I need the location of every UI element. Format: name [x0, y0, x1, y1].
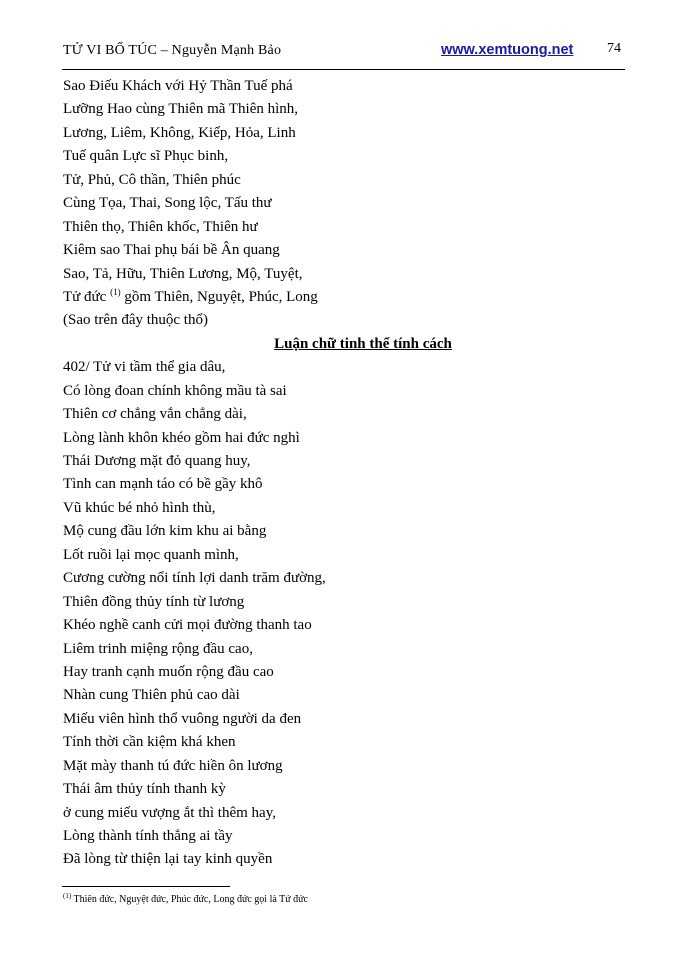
verse-line: Sao, Tả, Hữu, Thiên Lương, Mộ, Tuyệt, [63, 265, 303, 282]
verse-line: Lương, Liêm, Không, Kiếp, Hỏa, Linh [63, 124, 296, 141]
poem-line: Mặt mày thanh tú đức hiền ôn lương [63, 757, 283, 774]
poem-line: Cương cường nổi tính lợi danh trăm đường, [63, 570, 326, 587]
poem-line: Đã lòng từ thiện lại tay kinh quyền [63, 851, 273, 868]
section-heading: Luận chữ tinh thể tính cách [274, 335, 452, 352]
tu-duc-rest: gồm Thiên, Nguyệt, Phúc, Long [120, 288, 318, 305]
footnote-divider [62, 886, 230, 887]
poem-line: Thiên cơ chẳng vắn chẳng dài, [63, 406, 247, 423]
website-link[interactable]: www.xemtuong.net [441, 42, 574, 58]
footnote-text: Thiên đức, Nguyệt đức, Phúc đức, Long đức gọi là Tứ đức [71, 894, 308, 905]
note-line: (Sao trên đây thuộc thổ) [63, 312, 208, 329]
poem-line: Liêm trinh miệng rộng đầu cao, [63, 640, 253, 657]
poem-line: 402/ Tử vi tầm thể gia dâu, [63, 359, 226, 376]
verse-line: Lưỡng Hao cùng Thiên mã Thiên hình, [63, 101, 299, 118]
poem-line: Nhàn cung Thiên phủ cao dài [63, 687, 240, 704]
tu-duc-text: Tử đức [63, 288, 107, 305]
verse-line: Kiêm sao Thai phụ bái bề Ân quang [63, 242, 280, 259]
footnote-mark: (1) [63, 892, 72, 900]
poem-line: Thiên đồng thủy tính từ lương [63, 593, 245, 610]
page-number: 74 [607, 41, 621, 56]
poem-line: Có lòng đoan chính không mầu tà sai [63, 382, 287, 399]
poem-line: Lòng thành tính thẳng ai tầy [63, 828, 233, 844]
footnote-reference[interactable]: (1) [110, 286, 121, 297]
poem-line: Vũ khúc bé nhỏ hình thù, [63, 499, 216, 516]
running-header-title: TỬ VI BỔ TÚC – Nguyễn Mạnh Bảo [63, 43, 282, 58]
poem-line: Lòng lành khôn khéo gồm hai đức nghì [63, 429, 300, 446]
verse-line: Cùng Tọa, Thai, Song lộc, Tấu thư [63, 195, 272, 212]
poem-line: ở cung miếu vượng ắt thì thêm hay, [63, 804, 276, 821]
body-text [63, 75, 623, 872]
footnote [63, 893, 308, 906]
poem-line: Thái âm thủy tính thanh kỳ [63, 781, 226, 798]
poem-line: Thái Dương mặt đỏ quang huy, [63, 453, 251, 469]
poem-line: Mộ cung đầu lớn kim khu ai bằng [63, 523, 267, 540]
verse-line: Sao Điếu Khách với Hỷ Thần Tuế phá [63, 78, 293, 94]
verse-line: Tuế quân Lực sĩ Phục binh, [63, 148, 229, 165]
verse-line: Tử, Phủ, Cô thần, Thiên phúc [63, 171, 241, 188]
poem-line: Miếu viên hình thổ vuông người da đen [63, 710, 302, 727]
poem-line: Tính thời cần kiệm khá khen [63, 734, 236, 751]
poem-line: Tình can mạnh táo có bề gầy khô [63, 476, 263, 493]
header-divider [62, 69, 625, 70]
poem-line: Lốt ruồi lại mọc quanh mình, [63, 546, 239, 563]
poem-line: Hay tranh cạnh muốn rộng đầu cao [63, 663, 274, 680]
verse-line-with-footnote [63, 286, 623, 309]
poem-line: Khéo nghề canh cửi mọi đường thanh tao [63, 617, 312, 634]
verse-line: Thiên thọ, Thiên khốc, Thiên hư [63, 218, 258, 235]
